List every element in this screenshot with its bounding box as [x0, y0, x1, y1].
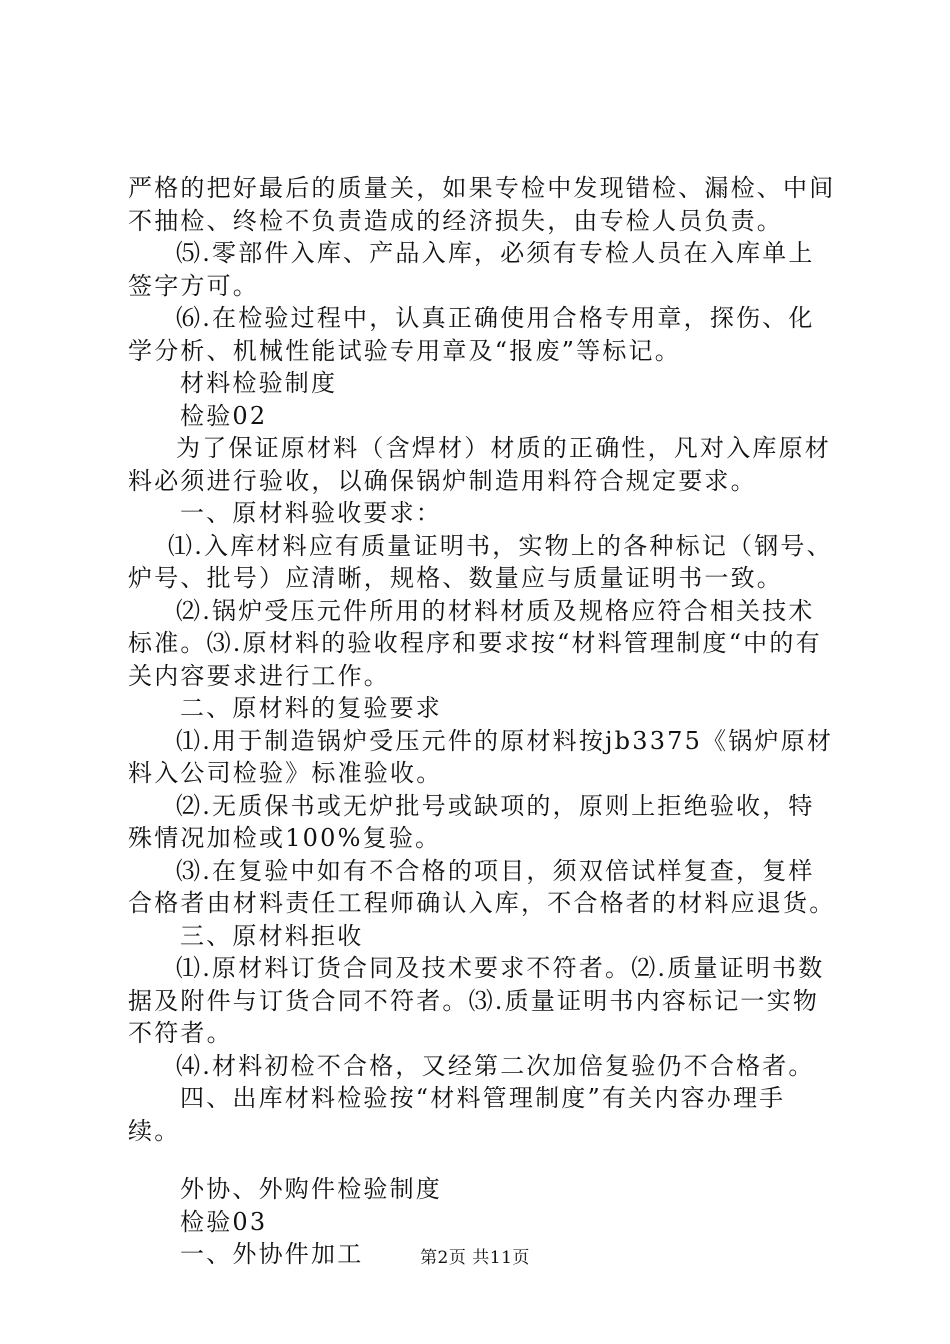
paragraph-quality-responsibility: 严格的把好最后的质量关，如果专检中发现错检、漏检、中间不抽检、终检不负责造成的经济损失，由专检人员负责。 [128, 174, 836, 235]
paragraph-reinspection-1: ⑴.用于制造锅炉受压元件的原材料按jb3375《锅炉原材料入公司检验》标准验收。 [128, 726, 834, 787]
page-number-footer: 第2页 共11页 [420, 1248, 530, 1268]
subheading-reinspection: 二、原材料的复验要求 [180, 694, 442, 722]
section-title-outsourced-inspection: 外协、外购件检验制度 [180, 1175, 442, 1203]
paragraph-outbound-inspection: 四、出库材料检验按“材料管理制度”有关内容办理手续。 [128, 1084, 786, 1145]
subheading-outsourced-processing: 一、外协件加工 [180, 1240, 364, 1268]
paragraph-reinspection-2: ⑵.无质保书或无炉批号或缺项的，原则上拒绝验收，特殊情况加检或100%复验。 [128, 791, 815, 852]
blank-line [128, 1147, 836, 1173]
section-code-02: 检验02 [180, 401, 268, 430]
document-body [128, 172, 836, 1271]
paragraph-rejection-4: ⑷.材料初检不合格，又经第二次加倍复验仍不合格者。 [176, 1051, 815, 1080]
paragraph-reinspection-3: ⑶.在复验中如有不合格的项目，须双倍试样复查，复样合格者由材料责任工程师确认入库，不合格者的材料应退货。 [128, 856, 836, 917]
paragraph-rejection-1-3: ⑴.原材料订货合同及技术要求不符者。⑵.质量证明书数据及附件与订货合同不符者。⑶.质量证明书内容标记一实物不符者。 [128, 954, 825, 1047]
section-code-03: 检验03 [180, 1207, 268, 1236]
paragraph-intro-material: 为了保证原材料（含焊材）材质的正确性，凡对入库原材料必须进行验收，以确保锅炉制造用料符合规定要求。 [128, 434, 831, 495]
paragraph-acceptance-2-3: ⑵.锅炉受压元件所用的材料材质及规格应符合相关技术标准。⑶.原材料的验收程序和要求按“材料管理制度“中的有关内容要求进行工作。 [128, 596, 822, 690]
paragraph-item-5: ⑸.零部件入库、产品入库，必须有专检人员在入库单上签字方可。 [128, 239, 815, 300]
paragraph-item-6: ⑹.在检验过程中，认真正确使用合格专用章，探伤、化学分析、机械性能试验专用章及“报废”等标记。 [128, 304, 815, 365]
paragraph-acceptance-1: ⑴.入库材料应有质量证明书，实物上的各种标记（钢号、炉号、批号）应清晰，规格、数量应与质量证明书一致。 [128, 531, 833, 592]
subheading-acceptance-requirements: 一、原材料验收要求： [180, 499, 442, 527]
section-title-material-inspection: 材料检验制度 [180, 369, 338, 397]
subheading-rejection: 三、原材料拒收 [180, 921, 364, 950]
